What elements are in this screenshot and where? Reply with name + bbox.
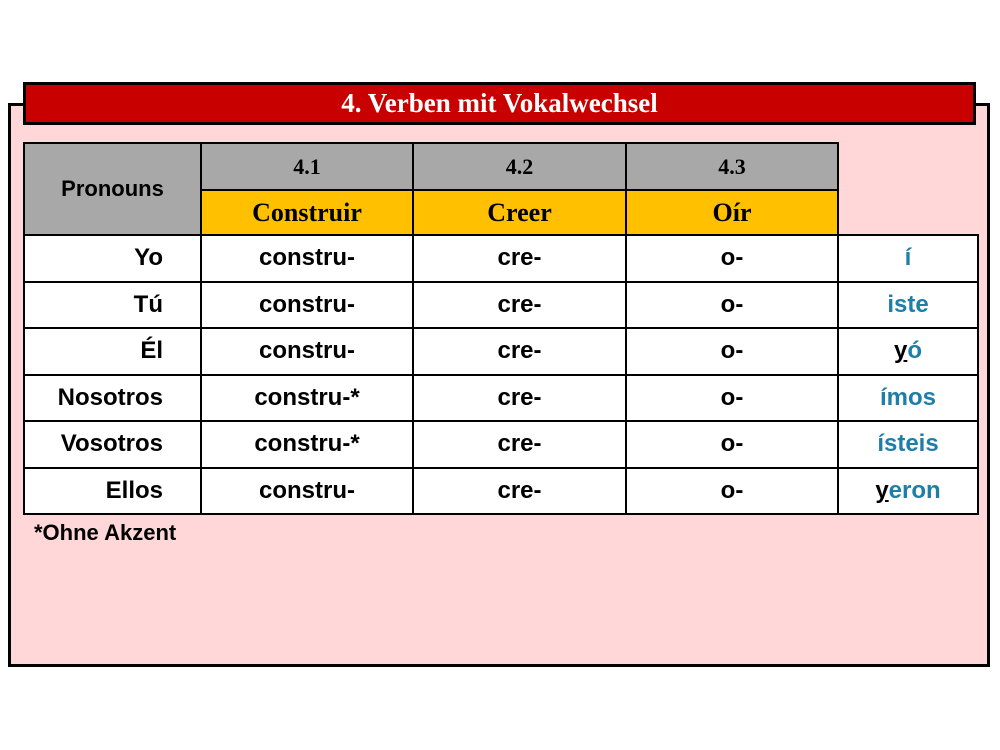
ending-prefix: y: [875, 476, 889, 504]
stem-cell: cre-: [413, 468, 626, 515]
ending-text: eron: [888, 476, 941, 504]
pronoun-cell: Ellos: [24, 468, 201, 515]
stem-cell: constru-: [201, 328, 413, 375]
footnote: *Ohne Akzent: [34, 520, 177, 545]
stem-cell: cre-: [413, 282, 626, 329]
ending-cell: [838, 421, 978, 468]
ending-text: ísteis: [877, 430, 939, 458]
stem-cell: o-: [626, 235, 838, 282]
pronoun-cell: Yo: [24, 235, 201, 282]
stem-cell: cre-: [413, 328, 626, 375]
stem-cell: constru-*: [201, 421, 413, 468]
stem-cell: o-: [626, 468, 838, 515]
ending-cell: [838, 235, 978, 282]
ending-cell: [838, 375, 978, 422]
pronouns-header: Pronouns: [24, 143, 201, 235]
table-row: [24, 282, 978, 329]
ending-text: iste: [887, 290, 929, 318]
stem-cell: cre-: [413, 421, 626, 468]
table-row: [24, 235, 978, 282]
stem-cell: constru-*: [201, 375, 413, 422]
column-number-header: 4.3: [626, 143, 838, 190]
pronoun-cell: Tú: [24, 282, 201, 329]
column-number-header: 4.1: [201, 143, 413, 190]
ending-cell: [838, 328, 978, 375]
header-spacer: [838, 143, 978, 235]
table-row: [24, 328, 978, 375]
pronoun-cell: Nosotros: [24, 375, 201, 422]
verb-header: Creer: [413, 190, 626, 235]
ending-prefix: y: [893, 337, 908, 365]
slide-title: 4. Verben mit Vokalwechsel: [23, 82, 976, 125]
stem-cell: constru-: [201, 468, 413, 515]
ending-cell: [838, 282, 978, 329]
ending-text: ó: [907, 337, 923, 365]
stem-cell: constru-: [201, 235, 413, 282]
pronoun-cell: Vosotros: [24, 421, 201, 468]
verb-header: Construir: [201, 190, 413, 235]
column-number-header: 4.2: [413, 143, 626, 190]
stem-cell: cre-: [413, 375, 626, 422]
pronoun-cell: Él: [24, 328, 201, 375]
verb-header: Oír: [626, 190, 838, 235]
stem-cell: o-: [626, 282, 838, 329]
ending-text: í: [904, 244, 912, 272]
ending-text: ímos: [879, 383, 936, 411]
stem-cell: cre-: [413, 235, 626, 282]
conjugation-table: [23, 142, 979, 515]
stem-cell: o-: [626, 375, 838, 422]
ending-cell: [838, 468, 978, 515]
stem-cell: o-: [626, 328, 838, 375]
table-row: [24, 375, 978, 422]
table-row: [24, 421, 978, 468]
table-row: [24, 468, 978, 515]
stem-cell: o-: [626, 421, 838, 468]
stem-cell: constru-: [201, 282, 413, 329]
